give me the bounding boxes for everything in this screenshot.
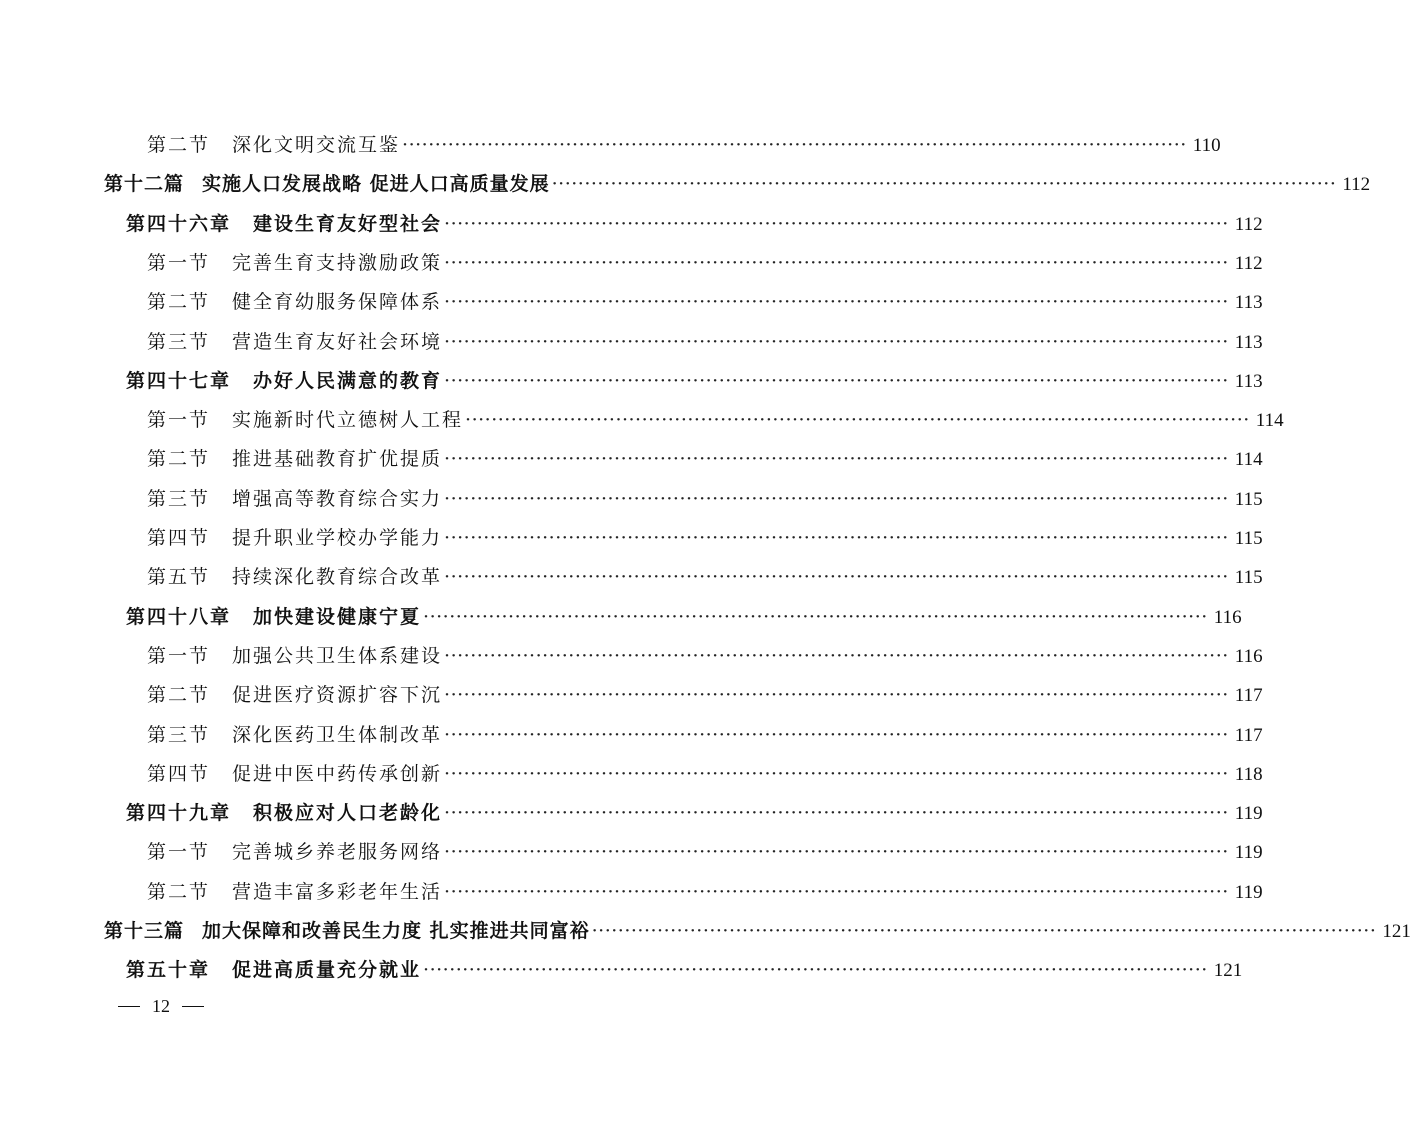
toc-entry-page: 115	[1234, 528, 1263, 549]
toc-entry-label: 第十二篇	[104, 173, 185, 196]
toc-entry-title: 深化医药卫生体制改革	[232, 723, 443, 746]
toc-entry-page: 121	[1382, 921, 1411, 942]
toc-entry-section	[147, 327, 1263, 357]
toc-entry-chapter	[126, 366, 1263, 396]
toc-leader-dots: ························································································································	[444, 251, 1229, 274]
toc-leader-dots: ························································································································	[444, 369, 1229, 392]
toc-entry-page: 121	[1213, 960, 1243, 982]
toc-entry-page: 115	[1234, 567, 1263, 589]
toc-entry-title: 实施人口发展战略 促进人口高质量发展	[202, 173, 550, 196]
toc-entry-section	[147, 641, 1263, 671]
toc-entry-page: 112	[1234, 213, 1263, 235]
toc-leader-dots: ························································································································	[444, 448, 1229, 471]
toc-entry-label: 第五十章	[126, 959, 211, 982]
toc-leader-dots: ························································································································	[551, 173, 1337, 196]
toc-entry-title: 加大保障和改善民生力度 扎实推进共同富裕	[202, 920, 590, 942]
toc-leader-dots: ························································································································	[465, 409, 1250, 432]
toc-entry-title: 促进医疗资源扩容下沉	[232, 684, 443, 707]
toc-entry-section	[147, 837, 1263, 867]
toc-leader-dots: ························································································································	[423, 959, 1208, 982]
toc-entry-label: 第四节	[147, 762, 211, 785]
toc-entry-page: 117	[1234, 724, 1263, 746]
toc-entry-section	[147, 484, 1263, 514]
toc-entry-label: 第三节	[147, 487, 211, 510]
toc-leader-dots: ························································································································	[444, 841, 1229, 864]
toc-entry-section	[147, 248, 1263, 278]
toc-entry-page: 119	[1234, 803, 1263, 825]
toc-entry-title: 营造丰富多彩老年生活	[232, 880, 443, 903]
page-footer	[118, 996, 204, 1017]
toc-entry-title: 促进高质量充分就业	[232, 959, 422, 982]
toc-entry-title: 积极应对人口老龄化	[253, 802, 443, 825]
toc-leader-dots: ························································································································	[444, 802, 1229, 825]
toc-leader-dots: ························································································································	[444, 330, 1229, 353]
toc-entry-chapter	[126, 955, 1243, 985]
toc-entry-chapter	[126, 602, 1242, 632]
toc-entry-label: 第四十九章	[126, 802, 232, 825]
toc-leader-dots: ························································································································	[444, 566, 1229, 589]
toc-entry-title: 完善生育支持激励政策	[232, 251, 443, 274]
toc-entry-page: 119	[1234, 881, 1263, 903]
toc-entry-title: 办好人民满意的教育	[253, 369, 443, 392]
toc-entry-label: 第二节	[147, 291, 211, 314]
toc-entry-label: 第三节	[147, 723, 211, 746]
toc-entry-section	[147, 523, 1263, 553]
toc-entry-page: 114	[1234, 449, 1263, 471]
toc-leader-dots: ························································································································	[591, 920, 1377, 942]
toc-entry-section	[147, 877, 1263, 907]
toc-entry-page: 116	[1234, 645, 1263, 667]
toc-entry-label: 第一节	[147, 841, 211, 864]
footer-right-dash	[182, 1006, 204, 1007]
toc-entry-page: 112	[1342, 174, 1371, 196]
toc-entry-title: 促进中医中药传承创新	[232, 762, 443, 785]
toc-leader-dots: ························································································································	[444, 684, 1229, 707]
toc-entry-title: 加强公共卫生体系建设	[232, 644, 443, 667]
toc-entry-page: 113	[1234, 292, 1263, 314]
toc-entry-title: 完善城乡养老服务网络	[232, 841, 443, 864]
toc-entry-page: 113	[1234, 370, 1263, 392]
toc-entry-page: 117	[1234, 685, 1263, 707]
toc-entry-label: 第二节	[147, 134, 211, 156]
toc-leader-dots: ························································································································	[423, 605, 1208, 628]
footer-left-dash	[118, 1006, 140, 1007]
toc-entry-section	[147, 720, 1263, 750]
toc-entry-section	[147, 130, 1221, 160]
toc-entry-title: 建设生育友好型社会	[253, 212, 443, 235]
toc-entry-part	[104, 169, 1371, 199]
toc-entry-label: 第四十六章	[126, 212, 232, 235]
toc-entry-page: 113	[1234, 331, 1263, 353]
toc-entry-page: 114	[1255, 410, 1284, 432]
toc-entry-page: 119	[1234, 842, 1263, 864]
toc-entry-label: 第三节	[147, 330, 211, 353]
toc-entry-title: 营造生育友好社会环境	[232, 330, 443, 353]
toc-entry-page: 110	[1192, 135, 1221, 156]
toc-entry-title: 实施新时代立德树人工程	[232, 409, 464, 432]
toc-leader-dots: ························································································································	[444, 644, 1229, 667]
toc-leader-dots: ························································································································	[444, 723, 1229, 746]
toc-entry-section	[147, 680, 1263, 710]
toc-entry-chapter	[126, 209, 1263, 239]
toc-entry-title: 深化文明交流互鉴	[232, 134, 401, 156]
toc-entry-label: 第五节	[147, 566, 211, 589]
page-number: 12	[152, 996, 170, 1016]
toc-entry-page: 118	[1234, 763, 1263, 785]
toc-entry-section	[147, 759, 1263, 789]
toc-entry-page: 112	[1234, 252, 1263, 274]
toc-entry-label: 第二节	[147, 448, 211, 471]
toc-entry-title: 提升职业学校办学能力	[232, 527, 443, 549]
toc-leader-dots: ························································································································	[444, 487, 1229, 510]
toc-entry-label: 第一节	[147, 644, 211, 667]
toc-entry-label: 第四十八章	[126, 605, 232, 628]
toc-entry-label: 第二节	[147, 684, 211, 707]
toc-entry-label: 第四节	[147, 527, 211, 549]
toc-entry-label: 第一节	[147, 409, 211, 432]
toc-entry-chapter	[126, 798, 1263, 828]
toc-leader-dots: ························································································································	[402, 134, 1187, 156]
toc-leader-dots: ························································································································	[444, 527, 1229, 549]
toc-entry-title: 增强高等教育综合实力	[232, 487, 443, 510]
toc-entry-section	[147, 405, 1284, 435]
toc-entry-title: 持续深化教育综合改革	[232, 566, 443, 589]
toc-entry-page: 115	[1234, 488, 1263, 510]
toc-entry-label: 第四十七章	[126, 369, 232, 392]
toc-entry-label: 第二节	[147, 880, 211, 903]
toc-entry-label: 第一节	[147, 251, 211, 274]
toc-leader-dots: ························································································································	[444, 762, 1229, 785]
toc-entry-section	[147, 287, 1263, 317]
toc-leader-dots: ························································································································	[444, 291, 1229, 314]
toc-leader-dots: ························································································································	[444, 212, 1229, 235]
toc-entry-part	[104, 916, 1411, 946]
toc-entry-title: 推进基础教育扩优提质	[232, 448, 443, 471]
toc-leader-dots: ························································································································	[444, 880, 1229, 903]
toc-entry-label: 第十三篇	[104, 920, 185, 942]
toc-entry-section	[147, 444, 1263, 474]
toc-entry-title: 加快建设健康宁夏	[253, 605, 422, 628]
toc-entry-page: 116	[1213, 606, 1242, 628]
toc-entry-title: 健全育幼服务保障体系	[232, 291, 443, 314]
toc-entry-section	[147, 562, 1263, 592]
